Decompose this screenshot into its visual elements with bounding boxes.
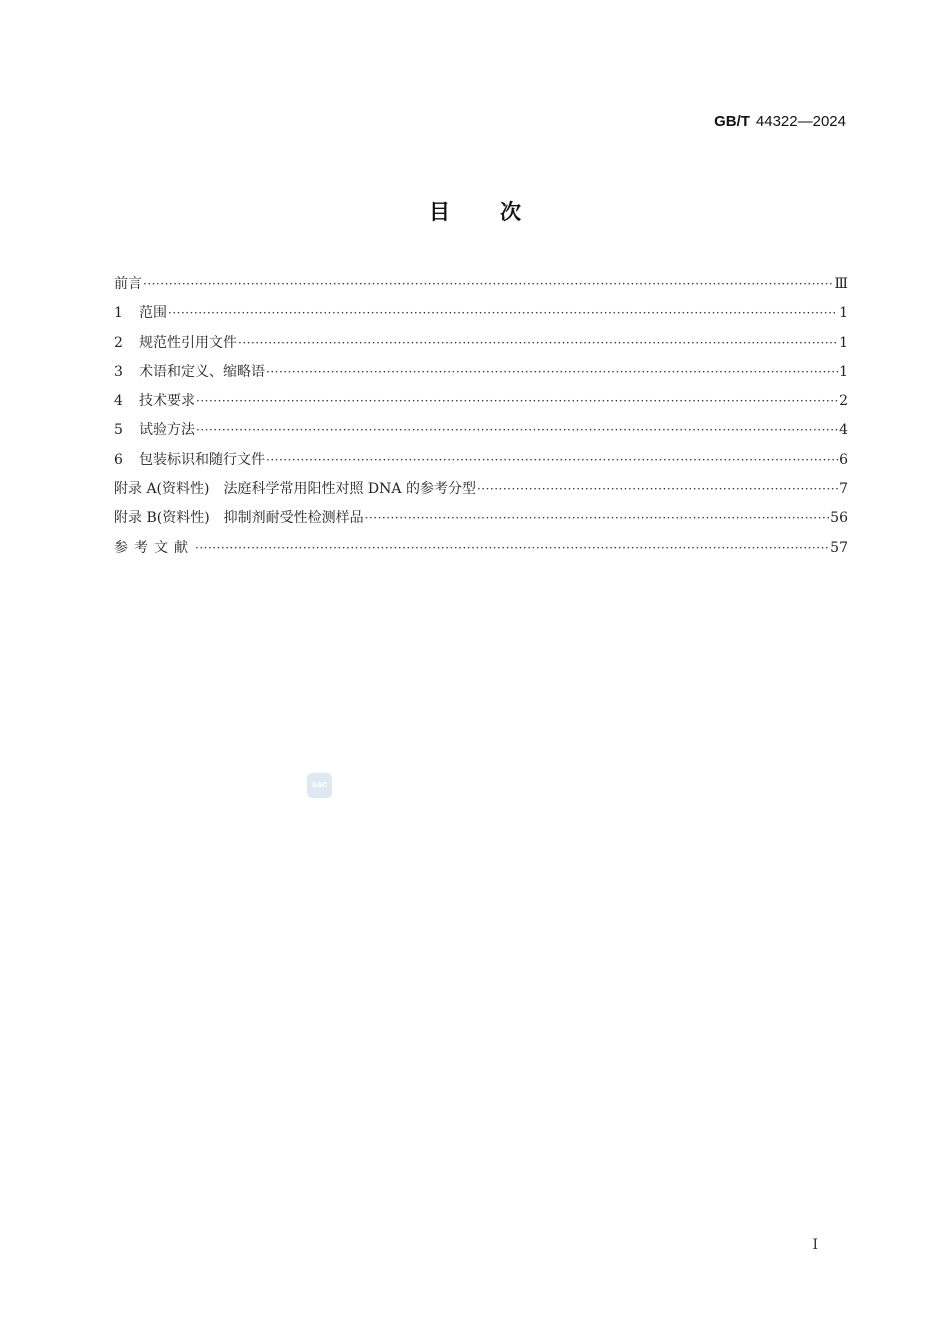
dot-leader xyxy=(365,504,830,533)
toc-entry-normative-references[interactable] xyxy=(114,329,848,358)
page-number: I xyxy=(812,1237,818,1253)
annex-tag: 附录 A(资料性) xyxy=(114,481,210,498)
standard-prefix: GB/T xyxy=(714,113,750,130)
dot-leader xyxy=(196,387,838,416)
toc-entry-terms-definitions[interactable] xyxy=(114,358,848,387)
toc-entry-technical-requirements[interactable] xyxy=(114,387,848,416)
annex-tag: 附录 B(资料性) xyxy=(114,510,210,527)
toc-entry-label: 技术要求 xyxy=(139,393,195,410)
toc-entry-label: 前言 xyxy=(114,276,142,292)
dot-leader xyxy=(168,299,838,328)
dot-leader xyxy=(143,270,833,299)
toc-entry-label: 试验方法 xyxy=(139,422,195,439)
toc-entry-annex-a[interactable] xyxy=(114,475,848,504)
toc-entry-page: 2 xyxy=(839,393,848,410)
toc-entry-page: 1 xyxy=(839,305,848,322)
toc-title: 目次 xyxy=(429,200,571,224)
toc-entry-scope[interactable] xyxy=(114,299,848,328)
toc-entry-foreword[interactable] xyxy=(114,270,848,299)
toc-entry-number: 2 xyxy=(114,334,123,351)
toc-entry-label: 术语和定义、缩略语 xyxy=(139,363,265,380)
toc-entry-bibliography[interactable] xyxy=(114,534,848,563)
toc-entry-label: 范围 xyxy=(139,305,167,322)
toc-entry-page: 4 xyxy=(839,422,848,439)
toc-entry-label: 规范性引用文件 xyxy=(139,334,237,351)
toc-entry-page: 7 xyxy=(839,481,848,498)
toc-entry-page: 6 xyxy=(839,451,848,468)
toc-entry-number: 6 xyxy=(114,451,123,468)
dot-leader xyxy=(477,475,838,504)
dot-leader xyxy=(266,358,838,387)
toc-entry-number: 4 xyxy=(114,393,123,410)
standard-code xyxy=(714,113,846,130)
toc-entry-test-methods[interactable] xyxy=(114,416,848,445)
toc-entry-number: 3 xyxy=(114,363,123,380)
toc-entry-page: 57 xyxy=(830,539,848,556)
toc-entry-page: 1 xyxy=(839,363,848,380)
dot-leader xyxy=(238,329,838,358)
dot-leader xyxy=(266,446,838,475)
toc-entry-label: 参考文献 xyxy=(114,539,194,556)
table-of-contents xyxy=(114,270,848,563)
toc-entry-label: 包装标识和随行文件 xyxy=(139,451,265,468)
toc-entry-page: 1 xyxy=(839,334,848,351)
toc-entry-number: 5 xyxy=(114,422,123,439)
dot-leader xyxy=(195,534,829,563)
standard-number: 44322—2024 xyxy=(755,113,846,130)
toc-entry-annex-b[interactable] xyxy=(114,504,848,533)
annex-title: 法庭科学常用阳性对照 DNA 的参考分型 xyxy=(223,481,476,498)
toc-entry-page: 56 xyxy=(830,510,848,527)
toc-entry-label xyxy=(114,504,364,533)
toc-entry-page: Ⅲ xyxy=(834,276,848,292)
annex-title: 抑制剂耐受性检测样品 xyxy=(223,510,364,527)
toc-entry-packaging[interactable] xyxy=(114,446,848,475)
toc-entry-number: 1 xyxy=(114,305,123,322)
sac-watermark-logo: SAC xyxy=(307,773,332,798)
toc-entry-label xyxy=(114,475,476,504)
dot-leader xyxy=(196,416,838,445)
